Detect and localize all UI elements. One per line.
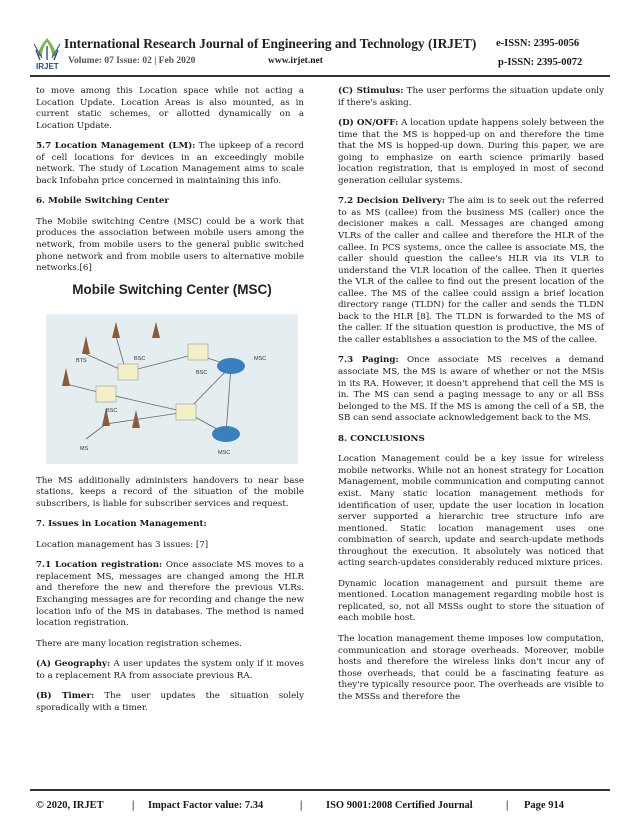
paragraph: The Mobile switching Centre (MSC) could be a work that produces the association between mobile users among the network, from mobile users to the general public switched phone network and from mobile users to alternative mobile networks.[6] (36, 216, 304, 274)
section-heading: 7.2 Decision Delivery: (338, 196, 445, 207)
scheme-heading: (D) ON/OFF: (338, 118, 399, 129)
scheme-geography (36, 659, 304, 682)
e-issn: e-ISSN: 2395-0056 (496, 38, 580, 49)
iso-certification: ISO 9001:2008 Certified Journal (326, 800, 473, 811)
scheme-body: A location update happens solely between the time that the MS is hopped-up on and therefore the time that the MS is hopped-up down. During this paper, we are going to emphasize on earth science primarily based location registration, that is employed in most of second generation cellular systems. (338, 118, 605, 186)
paragraph: Location management has 3 issues: [7] (36, 539, 209, 550)
right-column (338, 86, 604, 712)
scheme-stimulus (338, 86, 604, 109)
section-heading: 7. Issues in Location Management: (36, 519, 207, 530)
section-heading: 7.3 Paging: (338, 355, 399, 366)
section-body: Once associate MS moves to a replacement MS, messages are changed among the HLR and therefore the new and therefore the previous VLRs. Exchanging messages are for recording and change the new location info of the MS in databases. The method is named location registration. (36, 560, 304, 629)
scheme-body: A user updates the system only if it moves to a replacement RA from associate previous RA. (36, 659, 305, 681)
impact-factor: Impact Factor value: 7.34 (148, 800, 264, 811)
website-link[interactable]: www.irjet.net (268, 56, 323, 66)
footer-separator: | (132, 800, 135, 811)
bts-label: BTS (76, 357, 87, 364)
p-issn: p-ISSN: 2395-0072 (498, 57, 583, 68)
scheme-heading: (C) Stimulus: (338, 86, 404, 96)
section-heading: 8. CONCLUSIONS (338, 433, 425, 444)
scheme-onoff (338, 118, 604, 187)
paragraph: The MS additionally administers handovers to near base stations, keeps a record of the situation of the mobile subscribers, is liable for subscriber services and request. (36, 475, 304, 509)
figure-title: Mobile Switching Center (MSC) (72, 281, 272, 297)
section-heading: 5.7 Location Management (LM): (36, 141, 196, 152)
bsc-label: BSC (106, 407, 118, 414)
scheme-heading: (B) Timer: (36, 691, 95, 702)
paragraph: to move among this Location space while not acting a Location Update. Location Areas is also mounted, as in current static schemes, or allotted dynamically on a Location Update. (36, 86, 304, 131)
scheme-body: The user performs the situation update only if there's asking. (338, 86, 604, 108)
volume-issue: Volume: 07 Issue: 02 | Feb 2020 (68, 56, 196, 66)
section-lm (36, 141, 304, 187)
scheme-heading: (A) Geography: (36, 659, 111, 670)
msc-figure (44, 281, 300, 466)
section-body: The aim is to seek out the referred to as MS (callee) from the business MS (caller) once the decisioner makes a call. Messages are changed among VLRs of the caller and callee and therefore the HLR of the callee. In PCS systems, once the callee is associate MS, the caller should question the callee's HLR via its VLR to understand the VLR location of the callee. Then it queries the VLR of the callee to find out the present location of the callee. The MS of the callee could assign a brief location directory range (TLDN) for the caller and sends the TLDN back to the HLR [8]. The TLDN is forwarded to the MS of the caller. If the situation question is productive, the MS of the caller establishes a association to the MS of the callee. (338, 196, 604, 345)
ms-label: MS (80, 445, 89, 452)
section-decision-delivery (338, 196, 604, 346)
section-body: Once associate MS receives a demand associate MS, the MS is aware of whether or not the MSis in its RA. However, it doesn't apprehend that cell the MS is in. The MS can send a paging message to any or all BSs belonged to the MS. If the MS is among the cell of a SB, the SB can send associate acknowledgement back to the MS. (338, 355, 604, 424)
figure-diagram (46, 314, 298, 464)
section-paging (338, 355, 604, 424)
bsc-label: BSC (134, 355, 146, 362)
section-heading: 6. Mobile Switching Center (36, 196, 169, 207)
msc-label: MSC (254, 355, 267, 362)
footer-rule (30, 789, 610, 791)
section-registration (36, 560, 304, 629)
footer-separator: | (300, 800, 303, 811)
section-body: The upkeep of a record of cell locations for devices in an exceedingly mobile network. The study of Location Management aims to scale back Infobahn price concerned in maintaining this info. (36, 141, 304, 186)
journal-title: International Research Journal of Engineering and Technology (IRJET) (64, 36, 477, 51)
page-header (0, 0, 638, 76)
logo-text: IRJET (36, 62, 59, 71)
network-diagram (46, 314, 298, 464)
scheme-timer (36, 691, 304, 714)
paragraph: Dynamic location management and pursuit theme are mentioned. Location management regarding mobile host is replicated, so, not all MSSs ought to store the situation of each mobile host. (338, 578, 604, 624)
footer-separator: | (506, 800, 509, 811)
bsc-label: BSC (196, 369, 208, 376)
header-rule (30, 75, 610, 77)
paragraph: Location Management could be a key issue for wireless mobile networks. While not an honest strategy for Location Management, mobile communication and computing cannot exist. Many static location management methods for identification of user, update the user location in location server supported a hierarchic tree structure info are mentioned. Static location management uses one combination of search, update and search-update methods throughout the execution. It absolutely was noticed that acting search-updates considerably reduced mixture prices. (338, 454, 604, 569)
left-column (36, 86, 304, 723)
msc-label: MSC (218, 449, 231, 456)
section-heading: 7.1 Location registration: (36, 560, 163, 571)
scheme-body: The user updates the situation solely sporadically with a timer. (36, 691, 304, 713)
paragraph: The location management theme imposes low computation, communication and storage overheads. Moreover, mobile hosts and therefore the wireless links don't incur any of those overheads, that could be a fascinating feature as they're typically resource poor. The overheads are visible to the MSSs and therefore the (338, 633, 604, 702)
page-number: Page 914 (524, 800, 564, 811)
copyright: © 2020, IRJET (36, 800, 104, 811)
paragraph: There are many location registration schemes. (36, 638, 242, 649)
